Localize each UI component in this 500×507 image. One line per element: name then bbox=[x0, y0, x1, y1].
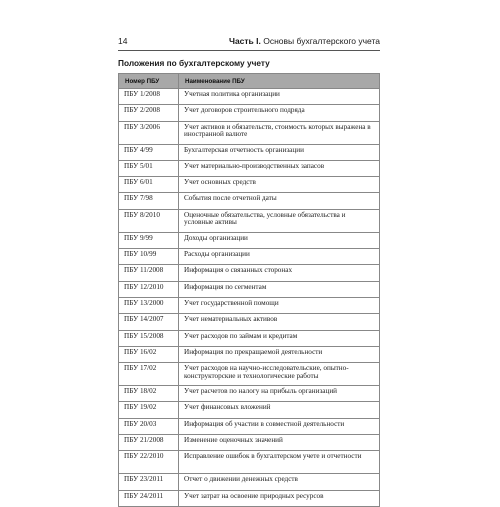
pbu-number: ПБУ 15/2008 bbox=[119, 330, 179, 346]
section-heading: Положения по бухгалтерскому учету bbox=[118, 58, 270, 68]
pbu-number: ПБУ 20/03 bbox=[119, 418, 179, 434]
pbu-number: ПБУ 11/2008 bbox=[119, 265, 179, 281]
pbu-name: Учет расходов по займам и кредитам bbox=[179, 330, 380, 346]
header-chapter-title: Основы бухгалтерского учета bbox=[263, 36, 380, 46]
pbu-name: Информация по прекращаемой деятельности bbox=[179, 346, 380, 362]
table-row bbox=[119, 281, 380, 297]
page-number: 14 bbox=[118, 36, 128, 46]
table-row bbox=[119, 435, 380, 451]
table-row bbox=[119, 232, 380, 248]
table-header-row bbox=[119, 74, 380, 89]
pbu-number: ПБУ 23/2011 bbox=[119, 474, 179, 490]
pbu-name: Информация по сегментам bbox=[179, 281, 380, 297]
pbu-number: ПБУ 22/2010 bbox=[119, 451, 179, 474]
pbu-number: ПБУ 6/01 bbox=[119, 177, 179, 193]
pbu-number: ПБУ 8/2010 bbox=[119, 209, 179, 232]
pbu-name: Бухгалтерская отчетность организации bbox=[179, 144, 380, 160]
pbu-name: Учет договоров строительного подряда bbox=[179, 105, 380, 121]
pbu-name: Отчет о движении денежных средств bbox=[179, 474, 380, 490]
table-row bbox=[119, 105, 380, 121]
pbu-name: Учет основных средств bbox=[179, 177, 380, 193]
pbu-number: ПБУ 21/2008 bbox=[119, 435, 179, 451]
table-row bbox=[119, 490, 380, 506]
pbu-name: Расходы организации bbox=[179, 249, 380, 265]
running-header bbox=[118, 36, 380, 48]
table-row bbox=[119, 160, 380, 176]
pbu-number: ПБУ 18/02 bbox=[119, 386, 179, 402]
table-row bbox=[119, 144, 380, 160]
table-row bbox=[119, 89, 380, 105]
table-row bbox=[119, 297, 380, 313]
pbu-number: ПБУ 3/2006 bbox=[119, 121, 179, 144]
pbu-number: ПБУ 16/02 bbox=[119, 346, 179, 362]
pbu-number: ПБУ 4/99 bbox=[119, 144, 179, 160]
pbu-name: Исправление ошибок в бухгалтерском учете и отчетности bbox=[179, 451, 380, 474]
pbu-name: Учет затрат на освоение природных ресурсов bbox=[179, 490, 380, 506]
table-row bbox=[119, 121, 380, 144]
pbu-number: ПБУ 13/2000 bbox=[119, 297, 179, 313]
pbu-number: ПБУ 19/02 bbox=[119, 402, 179, 418]
pbu-name: Учетная политика организации bbox=[179, 89, 380, 105]
table-row bbox=[119, 249, 380, 265]
table-row bbox=[119, 474, 380, 490]
pbu-name: Информация об участии в совместной деятельности bbox=[179, 418, 380, 434]
pbu-number: ПБУ 1/2008 bbox=[119, 89, 179, 105]
table-row bbox=[119, 193, 380, 209]
pbu-number: ПБУ 17/02 bbox=[119, 363, 179, 386]
pbu-name: Учет нематериальных активов bbox=[179, 314, 380, 330]
pbu-name: Учет государственной помощи bbox=[179, 297, 380, 313]
table-row bbox=[119, 330, 380, 346]
header-title bbox=[229, 36, 380, 46]
column-header-number: Номер ПБУ bbox=[119, 74, 179, 89]
column-header-name: Наименование ПБУ bbox=[179, 74, 380, 89]
table-row bbox=[119, 363, 380, 386]
pbu-name: Изменение оценочных значений bbox=[179, 435, 380, 451]
table-row bbox=[119, 451, 380, 474]
table-row bbox=[119, 314, 380, 330]
table-row bbox=[119, 418, 380, 434]
pbu-table bbox=[118, 73, 380, 507]
pbu-number: ПБУ 24/2011 bbox=[119, 490, 179, 506]
table-row bbox=[119, 402, 380, 418]
pbu-number: ПБУ 2/2008 bbox=[119, 105, 179, 121]
table-row bbox=[119, 346, 380, 362]
header-divider bbox=[118, 50, 380, 51]
table-row bbox=[119, 386, 380, 402]
pbu-number: ПБУ 7/98 bbox=[119, 193, 179, 209]
table-row bbox=[119, 209, 380, 232]
pbu-number: ПБУ 14/2007 bbox=[119, 314, 179, 330]
pbu-name: Учет активов и обязательств, стоимость которых выражена в иностранной валюте bbox=[179, 121, 380, 144]
header-part: Часть I. bbox=[228, 36, 261, 46]
pbu-name: Оценочные обязательства, условные обязательства и условные активы bbox=[179, 209, 380, 232]
pbu-name: Учет расходов на научно-исследовательские, опытно-конструкторские и технологические работы bbox=[179, 363, 380, 386]
pbu-number: ПБУ 10/99 bbox=[119, 249, 179, 265]
pbu-name: Доходы организации bbox=[179, 232, 380, 248]
pbu-number: ПБУ 12/2010 bbox=[119, 281, 179, 297]
pbu-number: ПБУ 5/01 bbox=[119, 160, 179, 176]
pbu-name: Информация о связанных сторонах bbox=[179, 265, 380, 281]
pbu-number: ПБУ 9/99 bbox=[119, 232, 179, 248]
table-row bbox=[119, 177, 380, 193]
pbu-name: Учет материально-производственных запасов bbox=[179, 160, 380, 176]
table-row bbox=[119, 265, 380, 281]
pbu-name: События после отчетной даты bbox=[179, 193, 380, 209]
pbu-name: Учет финансовых вложений bbox=[179, 402, 380, 418]
pbu-name: Учет расчетов по налогу на прибыль организаций bbox=[179, 386, 380, 402]
